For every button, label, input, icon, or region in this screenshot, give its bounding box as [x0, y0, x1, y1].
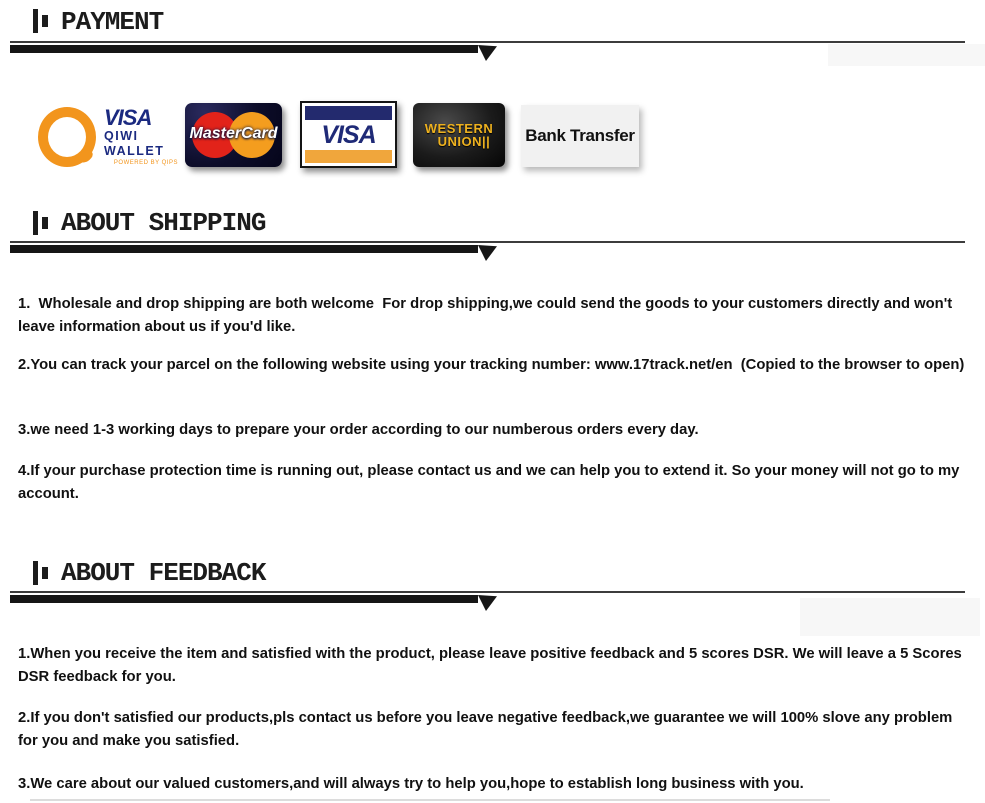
feedback-paragraph-1: 1.When you receive the item and satisfied with the product, please leave positive feedback and 5 scores DSR. We will leave a 5 Scores DSR feedback for you. [18, 646, 966, 685]
western-union-line1: WESTERN [424, 121, 494, 136]
marker-bar-icon [42, 567, 48, 579]
shipping-paragraph-3: 3.we need 1-3 working days to prepare your order according to our numberous orders every day. [18, 422, 699, 438]
header-rule-thick [10, 45, 478, 53]
mastercard-label: MasterCard [189, 125, 278, 142]
header-rule-thick [10, 245, 478, 253]
feedback-paragraph-3: 3.We care about our valued customers,and will always try to help you,hope to establish long business with you. [18, 776, 804, 792]
bank-transfer-logo [521, 105, 639, 167]
section-marker-icon [33, 8, 53, 36]
qiwi-q-icon [38, 107, 96, 167]
section-marker-icon [33, 210, 53, 238]
arrow-tip-icon [478, 595, 497, 611]
qiwi-tagline: POWERED BY QIPS [113, 160, 178, 166]
payment-section-title: PAYMENT [61, 7, 164, 37]
visa-gold-bar [305, 150, 392, 163]
marker-bar-icon [33, 9, 38, 33]
marker-bar-icon [42, 217, 48, 229]
mastercard-logo [185, 103, 282, 167]
header-rule-thin [10, 41, 965, 43]
feedback-paragraph-2: 2.If you don't satisfied our products,pls contact us before you leave negative feedback,we guarantee we will 100% slove any problem for you and make you satisfied. [18, 710, 957, 749]
shipping-paragraph-1: 1. Wholesale and drop shipping are both welcome For drop shipping,we could send the goods to your customers directly and won't leave information about us if you'd like. [18, 296, 957, 335]
shipping-paragraph-4: 4.If your purchase protection time is running out, please contact us and we can help you to extend it. So your money will not go to my account. [18, 463, 964, 502]
bottom-divider [30, 799, 830, 801]
visa-logo [300, 101, 397, 168]
header-rule-thick [10, 595, 478, 603]
bank-transfer-label: Bank Transfer [525, 126, 635, 145]
arrow-tip-icon [478, 245, 497, 261]
faint-artifact [800, 598, 980, 636]
section-marker-icon [33, 560, 53, 588]
arrow-tip-icon [478, 45, 497, 61]
marker-bar-icon [33, 211, 38, 235]
western-union-logo [413, 103, 505, 167]
western-union-line2: UNION|| [437, 134, 491, 149]
header-rule-thin [10, 591, 965, 593]
feedback-section-title: ABOUT FEEDBACK [61, 558, 266, 588]
shipping-paragraph-2: 2.You can track your parcel on the following website using your tracking number: www.17track.net/en (Copied to the browser to open) [18, 357, 965, 373]
visa-label: VISA [321, 120, 376, 149]
header-rule-thin [10, 241, 965, 243]
visa-navy-bar [305, 106, 392, 120]
marker-bar-icon [33, 561, 38, 585]
shipping-section-title: ABOUT SHIPPING [61, 208, 266, 238]
qiwi-wallet-logo [38, 106, 178, 168]
qiwi-wallet-name: QIWI WALLET [104, 129, 165, 158]
qiwi-visa-brand: VISA [104, 105, 152, 130]
faint-artifact [828, 44, 985, 66]
marker-bar-icon [42, 15, 48, 27]
